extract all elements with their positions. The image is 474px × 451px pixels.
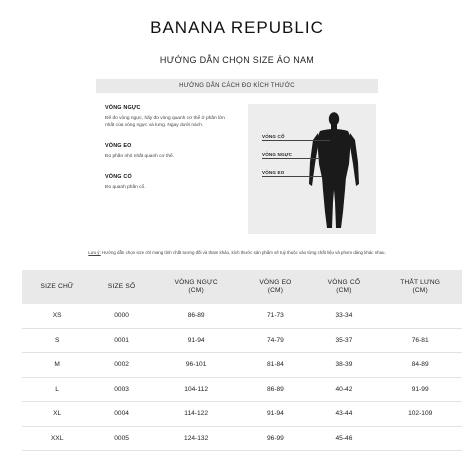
table-cell: 86-89: [241, 377, 309, 402]
figure-label-waist: VÒNG EO: [262, 170, 285, 175]
table-cell: 76-81: [378, 328, 462, 353]
table-cell: 91-99: [378, 377, 462, 402]
table-cell: 0000: [92, 304, 151, 328]
table-cell: 124-132: [151, 426, 241, 451]
table-cell: XS: [22, 304, 92, 328]
note: [0, 250, 474, 255]
col-header-size-letter: SIZE CHỮ: [22, 270, 92, 304]
col-header-belt: THẮT LƯNG (CM): [378, 270, 462, 304]
note-prefix: Lưu ý:: [88, 250, 101, 255]
measure-waist: [105, 143, 230, 160]
measure-desc: Đo phần nhỏ nhất quanh cơ thể.: [105, 154, 175, 159]
table-cell: 43-44: [310, 402, 379, 427]
table-cell: 38-39: [310, 353, 379, 378]
table-cell: 104-112: [151, 377, 241, 402]
table-cell: 114-122: [151, 402, 241, 427]
size-table: [22, 270, 462, 451]
measurement-instructions: [105, 105, 230, 205]
table-row: [22, 377, 462, 402]
measure-desc: Đo quanh phần cổ.: [105, 185, 146, 190]
measure-chest: [105, 105, 230, 129]
table-cell: 0005: [92, 426, 151, 451]
table-cell: 71-73: [241, 304, 309, 328]
measure-label: VÒNG NGỰC: [105, 105, 141, 111]
body-silhouette-icon: [248, 104, 376, 234]
chest-line: [262, 158, 320, 159]
table-cell: 96-99: [241, 426, 309, 451]
table-cell: 33-34: [310, 304, 379, 328]
table-cell: M: [22, 353, 92, 378]
table-cell: 86-89: [151, 304, 241, 328]
measure-label: VÒNG CỔ: [105, 174, 132, 180]
table-cell: 81-84: [241, 353, 309, 378]
neck-line: [262, 140, 330, 141]
table-row: [22, 304, 462, 328]
body-figure: [248, 104, 376, 234]
brand-logo: BANANA REPUBLIC: [150, 18, 324, 37]
table-cell: 35-37: [310, 328, 379, 353]
figure-label-neck: VÒNG CỔ: [262, 134, 285, 139]
table-cell: 0004: [92, 402, 151, 427]
col-header-size-number: SIZE SỐ: [92, 270, 151, 304]
table-row: [22, 328, 462, 353]
table-cell: 0002: [92, 353, 151, 378]
note-text: Hướng dẫn chọn size chỉ mang tính chất tương đối và tham khảo, kích thước sản phẩm sẽ tuỳ thuộc vào từng chất liệu và phom dáng khác nhau.: [100, 250, 386, 255]
table-cell: XL: [22, 402, 92, 427]
table-row: [22, 402, 462, 427]
table-cell: 96-101: [151, 353, 241, 378]
measure-neck: [105, 174, 230, 191]
table-cell: XXL: [22, 426, 92, 451]
measure-desc: Để đo vòng ngực, hãy đo vòng quanh cơ thể ở phần lớn nhất của vòng ngực và lưng. Ngay dưới nách.: [105, 116, 225, 128]
col-header-chest: VÒNG NGỰC (CM): [151, 270, 241, 304]
table-cell: 102-109: [378, 402, 462, 427]
guide-heading: HƯỚNG DẪN CÁCH ĐO KÍCH THƯỚC: [96, 79, 378, 93]
table-row: [22, 353, 462, 378]
figure-label-chest: VÒNG NGỰC: [262, 152, 293, 157]
table-cell: L: [22, 377, 92, 402]
table-cell: 74-79: [241, 328, 309, 353]
col-header-neck: VÒNG CỔ (CM): [310, 270, 379, 304]
table-cell: 40-42: [310, 377, 379, 402]
page-title: HƯỚNG DẪN CHỌN SIZE ÁO NAM: [159, 55, 315, 65]
table-cell: 91-94: [241, 402, 309, 427]
waist-line: [262, 176, 322, 177]
col-header-waist: VÒNG EO (CM): [241, 270, 309, 304]
table-cell: 0003: [92, 377, 151, 402]
table-cell: [378, 304, 462, 328]
table-cell: 45-46: [310, 426, 379, 451]
table-cell: 84-89: [378, 353, 462, 378]
table-cell: 91-94: [151, 328, 241, 353]
measure-label: VÒNG EO: [105, 143, 132, 149]
table-cell: S: [22, 328, 92, 353]
table-header-row: [22, 270, 462, 304]
table-cell: 0001: [92, 328, 151, 353]
